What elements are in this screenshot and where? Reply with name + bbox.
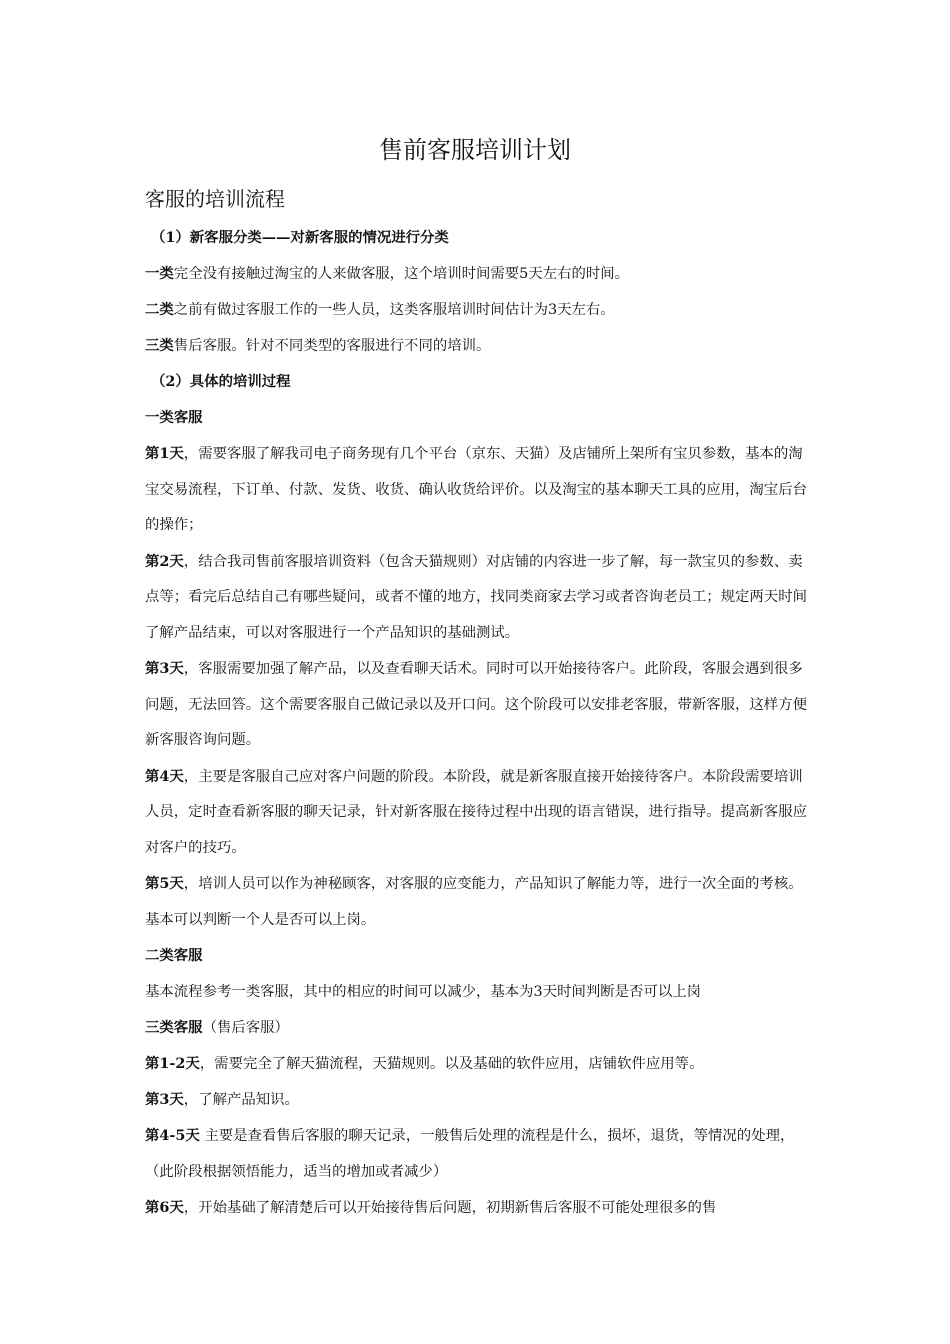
document-body [145, 220, 809, 1227]
type2-label: 二类 [145, 301, 174, 318]
type1-paragraph: 一类完全没有接触过淘宝的人来做客服，这个培训时间需要5天左右的时间。 [145, 265, 630, 282]
group2-heading: 二类客服 [145, 947, 203, 964]
g1-day1-paragraph: 第1天，需要客服了解我司电子商务现有几个平台（京东、天猫）及店铺所上架所有宝贝参数，基本的淘宝交易流程，下订单、付款、发货、收货、确认收货给评价。以及淘宝的基本聊天工具的应用，淘宝后台的操作； [145, 445, 807, 533]
g1-day5-paragraph: 第5天，培训人员可以作为神秘顾客，对客服的应变能力，产品知识了解能力等，进行一次全面的考核。基本可以判断一个人是否可以上岗。 [145, 875, 803, 928]
section-heading: 客服的培训流程 [145, 187, 285, 211]
group3-heading: 三类客服（售后客服） [145, 1019, 289, 1036]
type3-label: 三类 [145, 337, 174, 354]
g1-day3-paragraph: 第3天，客服需要加强了解产品，以及查看聊天话术。同时可以开始接待客户。此阶段，客服会遇到很多问题，无法回答。这个需要客服自己做记录以及开口问。这个阶段可以安排老客服，带新客服，这样方便新客服咨询问题。 [145, 660, 807, 748]
process-heading: （2）具体的培训过程 [151, 373, 291, 390]
g3-day45-paragraph: 第4-5天 主要是查看售后客服的聊天记录，一般售后处理的流程是什么，损坏，退货，等情况的处理，（此阶段根据领悟能力，适当的增加或者减少） [145, 1127, 795, 1180]
category-heading: （1）新客服分类——对新客服的情况进行分类 [151, 229, 449, 246]
g1-day4-paragraph: 第4天，主要是客服自己应对客户问题的阶段。本阶段，就是新客服直接开始接待客户。本阶段需要培训人员，定时查看新客服的聊天记录，针对新客服在接待过程中出现的语言错误，进行指导。提高新客服应对客户的技巧。 [145, 767, 807, 856]
group2-paragraph: 基本流程参考一类客服，其中的相应的时间可以减少，基本为3天时间判断是否可以上岗 [145, 984, 702, 1000]
type2-paragraph: 二类之前有做过客服工作的一些人员，这类客服培训时间估计为3天左右。 [145, 301, 615, 318]
type1-label: 一类 [145, 265, 174, 282]
g3-day6-paragraph: 第6天，开始基础了解清楚后可以开始接待售后问题，初期新售后客服不可能处理很多的售 [145, 1199, 717, 1216]
group1-heading: 一类客服 [145, 409, 203, 426]
document-title: 售前客服培训计划 [379, 136, 571, 164]
g3-day12-paragraph: 第1-2天，需要完全了解天猫流程，天猫规则。以及基础的软件应用，店铺软件应用等。 [145, 1055, 704, 1072]
g1-day2-paragraph: 第2天，结合我司售前客服培训资料（包含天猫规则）对店铺的内容进一步了解，每一款宝贝的参数、卖点等；看完后总结自己有哪些疑问，或者不懂的地方，找同类商家去学习或者咨询老员工；规定两天时间了解产品结束，可以对客服进行一个产品知识的基础测试。 [145, 552, 807, 641]
g3-day3-paragraph: 第3天，了解产品知识。 [145, 1091, 299, 1108]
type3-paragraph: 三类售后客服。针对不同类型的客服进行不同的培训。 [145, 337, 491, 354]
